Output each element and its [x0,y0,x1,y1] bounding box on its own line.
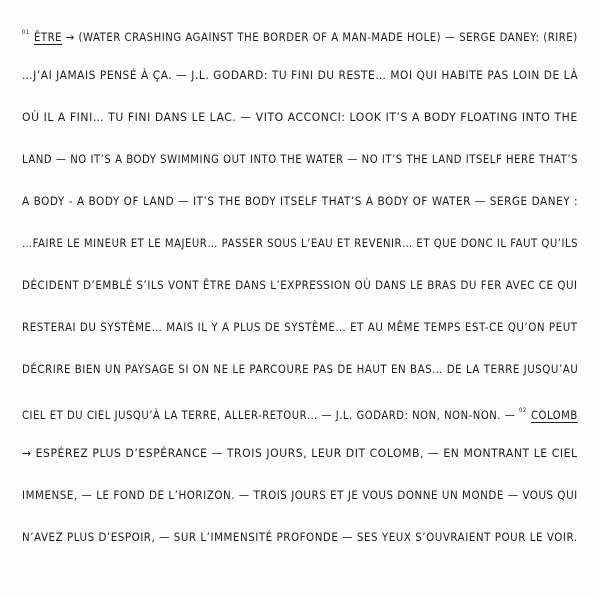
text-line-12: IMMENSE, — LE FOND DE L’HORIZON. — TROIS JOURS ET JE VOUS DONNE UN MONDE — VOUS QUI [22,488,578,502]
text-line-10 [22,400,578,422]
text-line-2: …J’AI JAMAIS PENSÉ À ÇA. — J.L. GODARD: TU FINI DU RESTE… MOI QUI HABITE PAS LOIN DE LÀ [22,68,579,82]
text-line-9: DÉCRIRE BIEN UN PAYSAGE SI ON NE LE PARCOURE PAS DE HAUT EN BAS… DE LA TERRE JUSQU’AU [22,362,579,376]
text-line-1 [22,22,578,44]
text-line-7: DÉCIDENT D’EMBLÉ S’ILS VONT ÊTRE DANS L’EXPRESSION OÙ DANS LE BRAS DU FER AVEC CE QUI [22,278,578,292]
arrow-icon: → [65,30,75,44]
section-number-01: 01 [22,29,30,36]
text-line-3: OÙ IL A FINI… TU FINI DANS LE LAC. — VITO ACCONCI: LOOK IT’S A BODY FLOATING INTO THE [22,110,578,124]
text-line-5: A BODY - A BODY OF LAND — IT’S THE BODY ITSELF THAT’S A BODY OF WATER — SERGE DANEY : [22,194,579,208]
text-line-8: RESTERAI DU SYSTÈME… MAIS IL Y A PLUS DE SYSTÈME… ET AU MÊME TEMPS EST-CE QU’ON PEUT [22,320,578,334]
section-title-colomb: COLOMB [530,408,578,422]
section-number-02: 02 [519,407,527,414]
text-line-6: …FAIRE LE MINEUR ET LE MAJEUR… PASSER SOUS L’EAU ET REVENIR… ET QUE DONC IL FAUT QU’ILS [22,236,579,250]
text-line-4: LAND — NO IT’S A BODY SWIMMING OUT INTO THE WATER — NO IT’S THE LAND ITSELF HERE THAT’S [22,152,578,166]
section-title-etre: ÊTRE [33,30,63,44]
text-line-13: N’AVEZ PLUS D’ESPOIR, — SUR L’IMMENSITÉ PROFONDE — SES YEUX S’OUVRAIENT POUR LE VOIR. [22,530,578,544]
text-line-11: → ESPÉREZ PLUS D’ESPÉRANCE — TROIS JOURS, LEUR DIT COLOMB, — EN MONTRANT LE CIEL [22,446,578,460]
section-01-first-line: (WATER CRASHING AGAINST THE BORDER OF A MAN-MADE HOLE) — SERGE DANEY: (RIRE) [78,30,578,44]
line-10-text: CIEL ET DU CIEL JUSQU’À LA TERRE, ALLER-RETOUR… — J.L. GODARD: NON, NON-NON. — [22,408,516,422]
